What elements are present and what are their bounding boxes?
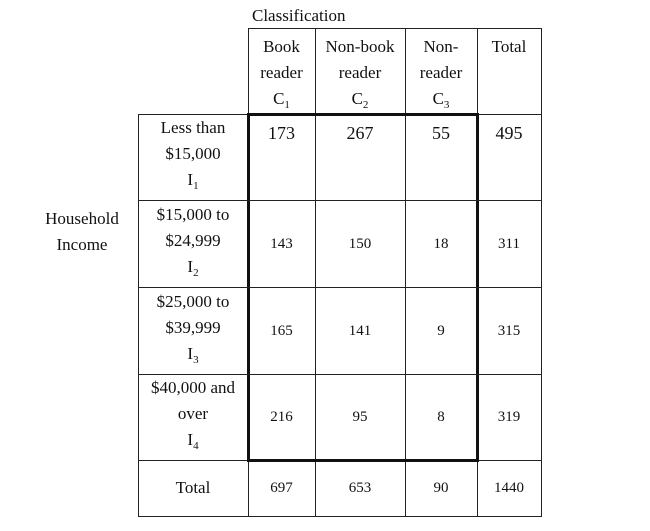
row-header-line: $15,000 to [156, 204, 230, 224]
row-header-line: $24,999 [165, 230, 221, 250]
column-header-line: Non- [423, 37, 459, 56]
total-row-label: Total [175, 478, 211, 497]
column-header-line: Total [491, 37, 527, 56]
grid-line [541, 28, 542, 516]
row-header [138, 114, 248, 200]
row-header-line: $15,000 [165, 144, 221, 163]
symbol-subscript: 3 [443, 99, 450, 111]
row-header-line: over [177, 404, 209, 423]
symbol-letter: C [432, 89, 444, 108]
total-cell: 653 [348, 480, 372, 496]
symbol-subscript: 2 [362, 99, 369, 111]
column-header-line: Non-book [325, 37, 395, 56]
table-cell: 216 [270, 409, 293, 425]
table-cell: 143 [270, 235, 293, 252]
table-cell: 173 [268, 123, 295, 143]
column-group-caption: Classification [252, 6, 346, 25]
table-cell: 95 [352, 409, 368, 425]
row-symbol [187, 254, 198, 286]
total-cell: 90 [433, 480, 449, 496]
column-header [248, 28, 315, 114]
symbol-letter: I [187, 170, 194, 189]
row-header-line: $40,000 and [150, 378, 236, 397]
table-cell: 141 [348, 322, 372, 339]
symbol-letter: C [273, 89, 285, 108]
row-group-caption-line: Income [56, 235, 108, 254]
symbol-letter: I [187, 256, 194, 276]
total-cell: 1440 [494, 480, 524, 496]
column-header [315, 28, 405, 114]
row-header-line: Less than [160, 118, 226, 137]
table-cell: 150 [348, 235, 372, 252]
row-header [138, 200, 248, 287]
table-cell: 165 [270, 322, 293, 339]
symbol-letter: I [187, 343, 194, 363]
table-cell: 9 [437, 322, 445, 339]
column-header [405, 28, 477, 114]
total-cell: 697 [270, 480, 293, 496]
column-header [477, 28, 541, 114]
table-cell: 495 [495, 123, 523, 143]
row-header-line: $25,000 to [156, 291, 230, 311]
table-cell: 319 [497, 409, 521, 425]
column-header-line: reader [419, 63, 463, 82]
symbol-letter: I [187, 430, 194, 449]
row-header [138, 287, 248, 374]
table-cell: 55 [432, 123, 450, 143]
symbol-subscript: 1 [193, 180, 199, 192]
symbol-subscript: 3 [193, 353, 199, 366]
table-cell: 267 [346, 123, 374, 143]
symbol-subscript: 2 [193, 266, 199, 279]
row-symbol [187, 341, 198, 373]
symbol-letter: C [351, 89, 363, 108]
symbol-subscript: 4 [193, 440, 199, 452]
row-symbol [187, 167, 198, 199]
table-cell: 311 [498, 235, 520, 252]
row-header [138, 374, 248, 460]
symbol-subscript: 1 [284, 99, 290, 111]
table-cell: 8 [437, 409, 445, 425]
row-group-caption [32, 206, 132, 258]
row-group-caption-line: Household [45, 209, 119, 228]
row-symbol [187, 427, 198, 459]
row-header-line: $39,999 [165, 317, 221, 337]
column-header-line: reader [260, 63, 303, 82]
table-cell: 315 [497, 322, 521, 339]
column-header-line: Book [263, 37, 300, 56]
table-cell: 18 [433, 235, 449, 252]
grid-line [138, 516, 542, 517]
column-header-line: reader [338, 63, 382, 82]
